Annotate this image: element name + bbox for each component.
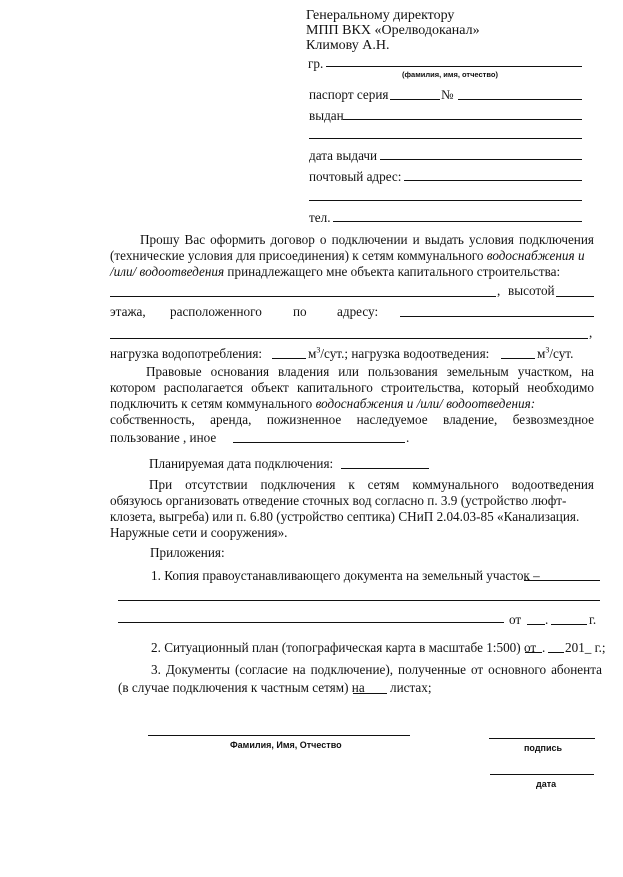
floors-label: этажа, (110, 304, 146, 319)
notice-line-2: обязуюсь организовать отведение сточных вод согласно п. 3.9 (устройство люфт- (110, 493, 567, 508)
attachment-2-dot: . (542, 640, 546, 655)
request-line-3-text: принадлежащего мне объекта капитального строительства: (227, 264, 561, 279)
attachment-3-sheets-field[interactable] (353, 693, 387, 694)
notice-line-1: При отсутствии подключения к сетям коммунального водоотведения (149, 477, 594, 492)
unit-rest-2: /сут. (549, 346, 574, 361)
request-line-3 (110, 264, 560, 280)
attachment-1-field[interactable] (524, 580, 600, 581)
addressee-line-2: МПП ВКХ «Орелводоканал» (306, 23, 480, 38)
postal-address-field[interactable] (404, 180, 582, 181)
address-end-comma: , (589, 325, 593, 340)
attachments-title: Приложения: (150, 545, 225, 560)
legal-line-5: пользование , иное (110, 430, 217, 445)
attachment-1-from: от (509, 612, 522, 627)
attachment-1-day[interactable] (527, 624, 545, 625)
planned-date-label: Планируемая дата подключения: (149, 456, 334, 471)
legal-line-2: котором располагается объект капитального строительства, который необходимо (110, 380, 594, 395)
attachment-1-field-3[interactable] (118, 622, 504, 623)
water-load-field[interactable] (272, 358, 306, 359)
address-label: адресу: (337, 304, 379, 319)
date-field[interactable] (490, 774, 594, 775)
passport-number-field[interactable] (458, 99, 582, 100)
issue-date-label: дата выдачи (309, 148, 378, 163)
attachment-2-year: 201_ г.; (565, 640, 606, 655)
other-basis-field[interactable] (233, 442, 405, 443)
addressee-line-1: Генеральному директору (306, 8, 455, 23)
citizen-label: гр. (308, 56, 324, 71)
attachment-2: 2. Ситуационный план (топографическая карта в масштабе 1:500) от (151, 640, 537, 655)
attachment-2-day[interactable] (525, 652, 542, 653)
attachment-1-month[interactable] (551, 624, 587, 625)
at-label: по (293, 304, 307, 319)
addressee-line-3: Климову А.Н. (306, 38, 390, 53)
fio-signature-field[interactable] (148, 735, 410, 736)
request-line-1: Прошу Вас оформить договор о подключении и выдать условия подключения (140, 232, 594, 247)
fio-label: Фамилия, Имя, Отчество (230, 740, 342, 750)
postal-address-label: почтовый адрес: (309, 169, 402, 184)
issued-by-label: выдан (309, 108, 344, 123)
located-label: расположенного (170, 304, 262, 319)
signature-label: подпись (524, 743, 563, 753)
attachment-1-field-2[interactable] (118, 600, 600, 601)
object-name-field[interactable] (110, 296, 496, 297)
legal-line-3-text: подключить к сетям коммунального (110, 396, 313, 411)
attachment-3-line-2: (в случае подключения к частным сетям) на (118, 680, 365, 695)
object-address-field[interactable] (400, 316, 594, 317)
floors-field[interactable] (556, 296, 594, 297)
attachment-2-month[interactable] (548, 652, 564, 653)
notice-line-3: клозета, выгреба) или п. 6.80 (устройство септика) СНиП 2.04.03-85 «Канализация. (110, 509, 580, 524)
request-line-2 (110, 248, 594, 264)
unit-exp: 3 (316, 345, 321, 355)
request-sewerage: /или/ водоотведения (110, 264, 225, 279)
attachment-3-sheets: листах; (390, 680, 432, 695)
phone-label: тел. (309, 210, 331, 225)
unit-rest: /сут.; нагрузка водоотведения: (320, 346, 490, 361)
water-load-label: нагрузка водопотребления: (110, 346, 263, 361)
date-label: дата (536, 779, 557, 789)
unit-base: м (308, 346, 317, 361)
issued-by-field[interactable] (343, 119, 582, 120)
sewer-load-unit (537, 346, 573, 362)
legal-line-3 (110, 396, 594, 412)
water-load-unit (308, 346, 489, 362)
signature-field[interactable] (489, 738, 595, 739)
notice-line-4: Наружные сети и сооружения». (110, 525, 288, 540)
object-address-field-2[interactable] (110, 338, 588, 339)
object-comma: , (497, 283, 501, 298)
request-line-2-text: (технические условия для присоединения) к сетям коммунального (110, 248, 484, 263)
sewer-load-field[interactable] (501, 358, 535, 359)
request-water-supply: водоснабжения и (486, 248, 585, 263)
legal-line-4: собственность, аренда, пожизненное наследуемое владение, безвозмездное (110, 412, 594, 427)
passport-series-field[interactable] (390, 99, 440, 100)
attachment-1-dot: . (545, 612, 549, 627)
attachment-3-line-1: 3. Документы (согласие на подключение), полученные от основного абонента (151, 662, 602, 677)
postal-address-field-2[interactable] (309, 200, 582, 201)
legal-dot: . (406, 430, 410, 445)
height-label: высотой (508, 283, 555, 298)
legal-line-1: Правовые основания владения или пользования земельным участком, на (146, 364, 594, 379)
attachment-1-year: г. (589, 612, 597, 627)
passport-number-label: № (441, 87, 454, 102)
phone-field[interactable] (333, 221, 582, 222)
attachment-1: 1. Копия правоустанавливающего документа на земельный участок – (151, 568, 540, 583)
unit-base-2: м (537, 346, 546, 361)
issued-by-field-2[interactable] (309, 138, 582, 139)
legal-line-3-italic: водоснабжения и /или/ водоотведения: (315, 396, 536, 411)
issue-date-field[interactable] (380, 159, 582, 160)
full-name-hint: (фамилия, имя, отчество) (402, 70, 498, 79)
passport-series-label: паспорт серия (309, 87, 389, 102)
unit-exp-2: 3 (545, 345, 550, 355)
planned-date-field[interactable] (341, 468, 429, 469)
